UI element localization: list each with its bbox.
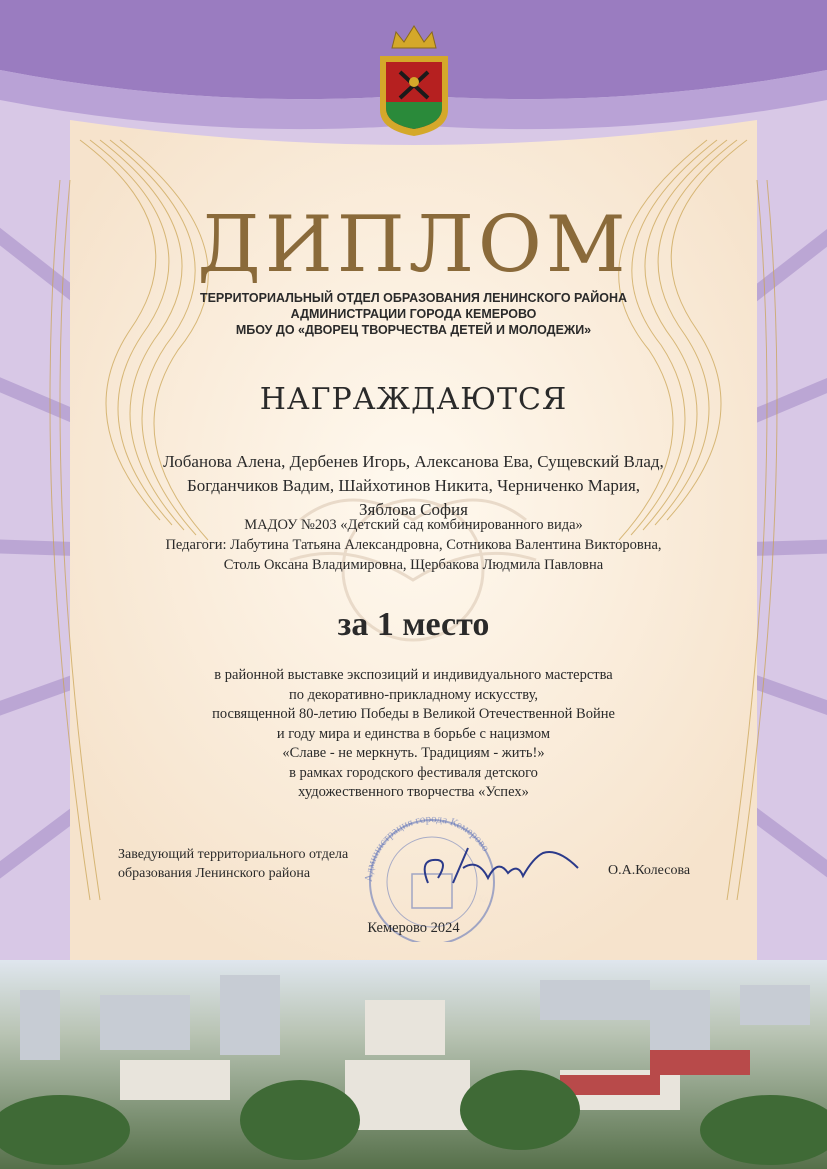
description-line: «Славе - не меркнуть. Традициям - жить!»	[282, 745, 545, 761]
institution-line: Столь Оксана Владимировна, Щербакова Людмила Павловна	[223, 557, 604, 573]
signature	[408, 838, 588, 908]
description-line: и году мира и единства в борьбе с нацизмом	[276, 725, 551, 742]
diploma-title: ДИПЛОМ	[197, 200, 630, 290]
signatory-name: О.А.Колесова	[608, 863, 691, 878]
names-line: Зяблова София	[359, 500, 468, 519]
org-line: МБОУ ДО «ДВОРЕЦ ТВОРЧЕСТВА ДЕТЕЙ И МОЛОДЕЖИ»	[235, 323, 592, 337]
signature-text	[468, 894, 495, 904]
org-line: ТЕРРИТОРИАЛЬНЫЙ ОТДЕЛ ОБРАЗОВАНИЯ ЛЕНИНСКОГО РАЙОНА	[199, 291, 628, 305]
place-award: за 1 место	[337, 606, 490, 643]
issuing-organization	[0, 290, 827, 338]
awardee-names	[0, 450, 827, 522]
description-line: в районной выставке экспозиций и индивидуального мастерства	[214, 667, 613, 683]
institution-line: МАДОУ №203 «Детский сад комбинированного вида»	[244, 517, 583, 533]
award-description	[0, 666, 827, 803]
names-line: Лобанова Алена, Дербенев Игорь, Алексанова Ева, Сущевский Влад,	[163, 452, 664, 471]
signatory-line: образования Ленинского района	[118, 866, 311, 881]
coat-of-arms-icon	[374, 20, 454, 138]
description-line: посвященной 80-летию Победы в Великой Отечественной Войне	[212, 706, 615, 722]
description-line: по декоративно-прикладному искусству,	[288, 686, 538, 703]
signatory-title	[118, 845, 348, 883]
description-line: в рамках городского фестиваля детского	[289, 764, 538, 781]
description-line: художественного творчества «Успех»	[298, 784, 529, 800]
institution-line: Педагоги: Лабутина Татьяна Александровна, Сотникова Валентина Викторовна,	[165, 537, 662, 553]
org-line: АДМИНИСТРАЦИИ ГОРОДА КЕМЕРОВО	[290, 307, 537, 321]
signatory-line: Заведующий территориального отдела	[118, 847, 349, 862]
awarded-heading: НАГРАЖДАЮТСЯ	[259, 382, 568, 417]
city-year: Кемерово 2024	[367, 920, 460, 936]
stamp-text: Администрация города Кемерово	[362, 812, 492, 883]
institution-and-teachers	[0, 515, 827, 575]
names-line: Богданчиков Вадим, Шайхотинов Никита, Черниченко Мария,	[186, 476, 641, 495]
